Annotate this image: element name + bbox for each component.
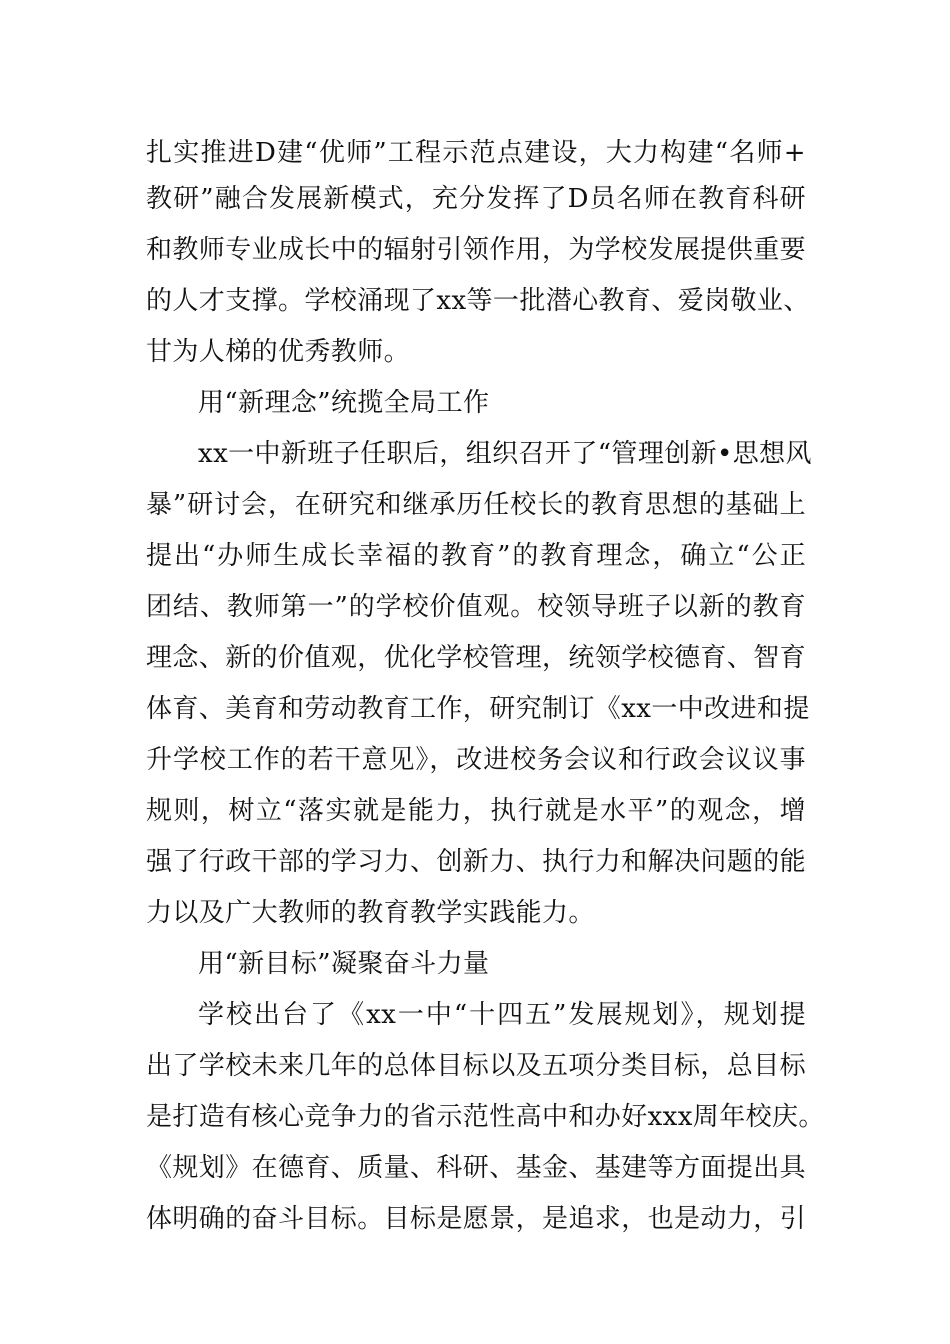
- section-heading: 用“新目标”凝聚奋斗力量: [198, 949, 490, 979]
- paragraph-line: 体育、美育和劳动教育工作，研究制订《xx一中改进和提: [146, 694, 810, 724]
- paragraph-line: 扎实推进D建“优师”工程示范点建设，大力构建“名师+: [146, 138, 806, 168]
- paragraph-line: 理念、新的价值观，优化学校管理，统领学校德育、智育: [146, 643, 807, 673]
- paragraph-line: 升学校工作的若干意见》，改进校务会议和行政会议议事: [146, 745, 806, 775]
- paragraph-line: 规则，树立“落实就是能力，执行就是水平”的观念，增: [146, 796, 806, 826]
- paragraph-line: xx一中新班子任职后，组织召开了“管理创新•思想风: [198, 439, 812, 469]
- section-heading: 用“新理念”统揽全局工作: [198, 388, 490, 418]
- paragraph-line: 强了行政干部的学习力、创新力、执行力和解决问题的能: [146, 847, 807, 877]
- paragraph-line: 出了学校未来几年的总体目标以及五项分类目标，总目标: [146, 1051, 807, 1081]
- paragraph-line: 团结、教师第一”的学校价值观。校领导班子以新的教育: [146, 592, 806, 622]
- paragraph-line: 暴”研讨会，在研究和继承历任校长的教育思想的基础上: [146, 490, 806, 520]
- paragraph-line: 学校出台了《xx一中“十四五”发展规划》，规划提: [198, 1000, 806, 1030]
- paragraph-line: 体明确的奋斗目标。目标是愿景，是追求，也是动力，引: [146, 1204, 807, 1234]
- paragraph-line: 力以及广大教师的教育教学实践能力。: [146, 898, 595, 928]
- paragraph-line: 提出“办师生成长幸福的教育”的教育理念，确立“公正: [146, 541, 806, 571]
- paragraph-line: 和教师专业成长中的辐射引领作用，为学校发展提供重要: [146, 235, 807, 265]
- paragraph-line: 教研”融合发展新模式，充分发挥了D员名师在教育科研: [146, 184, 806, 214]
- paragraph-line: 《规划》在德育、质量、科研、基金、基建等方面提出具: [146, 1153, 807, 1183]
- paragraph-line: 甘为人梯的优秀教师。: [146, 337, 411, 367]
- paragraph-line: 的人才支撑。学校涌现了xx等一批潜心教育、爱岗敬业、: [146, 286, 810, 316]
- paragraph-line: 是打造有核心竞争力的省示范性高中和办好xxx周年校庆。: [146, 1102, 825, 1132]
